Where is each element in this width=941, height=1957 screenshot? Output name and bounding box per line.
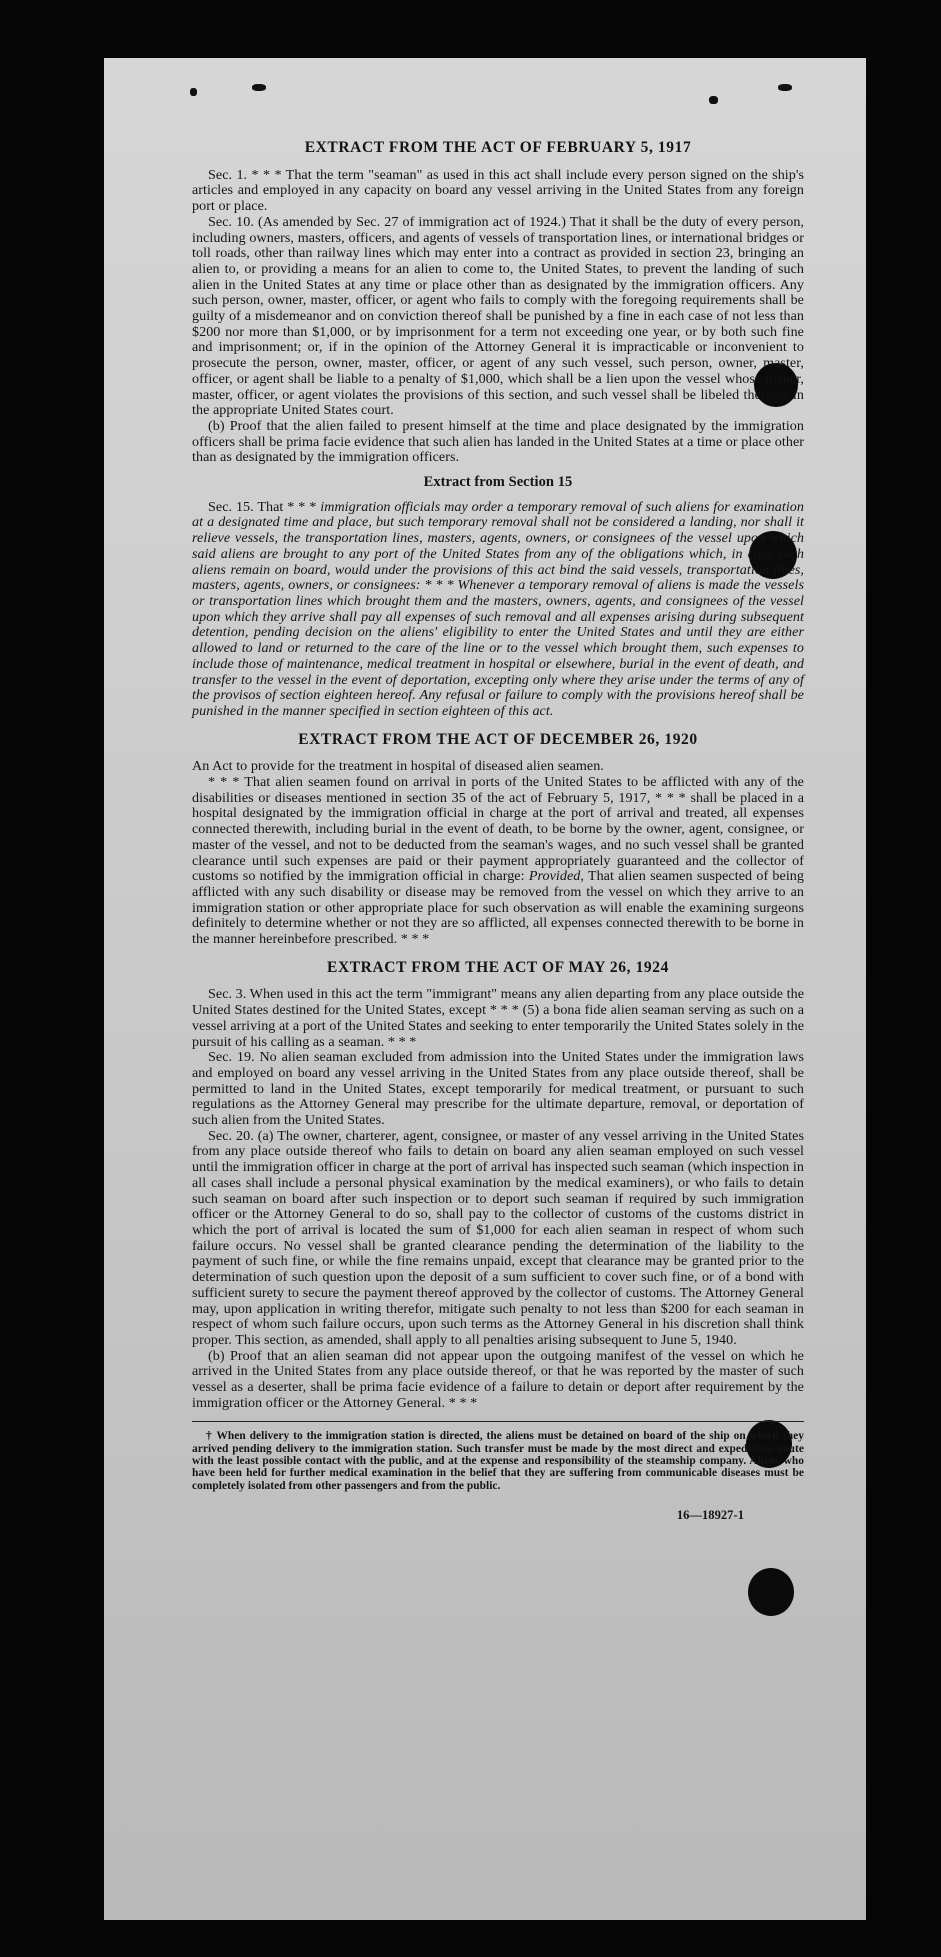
provided-word: Provided, (528, 868, 584, 885)
footnote: † When delivery to the immigration station is directed, the aliens must be detained on board of the ship on which they arrived pending delivery to the immigration station. Such transfer must be made by the most direct and expeditious route with the least possible contact with the public, and at the expense and responsibility of the steamship company. Aliens who have been held for further medical examination in the belief that they are suffering from communicable diseases must be completely isolated from other passengers and from the public. (192, 1430, 804, 1492)
form-number: 16—18927-1 (676, 1507, 744, 1522)
act-1920-text: * * * That alien seamen found on arrival in ports of the United States to be afflicted with any of the disabilities or diseases mentioned in section 35 of the act of February 5, 1917, * * * shall be placed in a hospital designated by the immigration official in charge at the port of arrival and treated, all expenses connected therewith, including burial in the event of death, to be borne by the owner, agent, consignee, or master of the vessel, and not to be deducted from the seaman's wages, and no such vessel shall be granted clearance until such expenses are paid or their payment appropriately guaranteed and the collector of customs so notified by the immigration official in charge: (192, 774, 804, 885)
sec-1-paragraph: Sec. 1. * * * That the term "seaman" as used in this act shall include every person signed on the ship's articles and employed in any capacity on board any vessel arriving in the United States from any foreign port or place. (192, 166, 804, 215)
sec-3-paragraph: Sec. 3. When used in this act the term "immigrant" means any alien departing from any place outside the United States destined for the United States, except * * * (5) a bona fide alien seaman serving as such on a vessel arriving at a port of the United States and seeking to enter temporarily the United States solely in the pursuit of his calling as a seaman. * * * (192, 986, 804, 1050)
sec-20-b-paragraph: (b) Proof that an alien seaman did not appear upon the outgoing manifest of the vessel on which he arrived in the United States from any place outside thereof, or that he was reported by the master of such vessel as a deserter, shall be prima facie evidence of a failure to detain or deport after requirement by the immigration officer or the Attorney General. * * * (192, 1347, 804, 1411)
act-1920-title: An Act to provide for the treatment in hospital of diseased alien seamen. (192, 758, 604, 775)
sec-10-b-paragraph: (b) Proof that the alien failed to present himself at the time and place designated by the immigration officers shall be prima facie evidence that such alien has landed in the United States at a time or place other than as designated by the immigration officers. (192, 417, 804, 466)
sec-19-paragraph: Sec. 19. No alien seaman excluded from admission into the United States under the immigration laws and employed on board any vessel arriving in the United States from any place outside thereof, shall be permitted to land in the United States, except temporarily for medical treatment, or pursuant to such regulations as the Attorney General may prescribe for the ultimate departure, removal, or deportation of such alien from the United States. (192, 1049, 804, 1129)
sec-20-paragraph: Sec. 20. (a) The owner, charterer, agent, consignee, or master of any vessel arriving in the United States from any place outside thereof who fails to detain on board any alien seaman employed on such vessel until the immigration officer in charge at the port of arrival has inspected such seaman (which inspection in all cases shall include a personal physical examination by the medical examiners), or who fails to detain such seaman on board after such inspection or to deport such seaman if required by such immigration officer or the Attorney General to do so, shall pay to the collector of customs of the customs district in which the port of arrival is located the sum of $1,000 for each alien seaman in respect of whom such failure occurs. No vessel shall be granted clearance pending the determination of the liability to the payment of such fine, or while the fine remains unpaid, except that clearance may be granted prior to the determination of such question upon the deposit of a sum sufficient to cover such fine, or of a bond with sufficient surety to secure the payment thereof approved by the collector of customs. The Attorney General may, upon application in writing therefor, mitigate such penalty to not less than $200 for each seaman in respect of whom such failure occurs, upon such terms as the Attorney General in his discretion shall think proper. This section, as amended, shall apply to all penalties arising subsequent to June 5, 1940. (192, 1127, 804, 1348)
heading-act-feb-1917: EXTRACT FROM THE ACT OF FEBRUARY 5, 1917 (304, 139, 692, 156)
ink-mark (190, 88, 197, 96)
ink-mark (252, 84, 266, 91)
sec-15-italic-text: immigration officials may order a temporary removal of such aliens for examination at a designated time and place, but such temporary removal shall not be considered a landing, nor shall it relieve vessels, the transportation lines, masters, agents, owners, or consignees of the vessel upon which said aliens are brought to any port of the United States from any of the obligations which, in case such aliens remain on board, would under the provisions of this act bind the said vessels, transportation lines, masters, agents, owners, or consignees: * * * Whenever a temporary removal of aliens is made the vessels or transportation lines which brought them and the masters, owners, agents, and consignees of the vessel upon which they arrive shall pay all expenses of such removal and all expenses arising during subsequent detention, pending decision on the aliens' eligibility to enter the United States and until they are either allowed to land or returned to the care of the line or to the vessel which brought them, such expenses to include those of maintenance, medical treatment in hospital or elsewhere, burial in the event of death, and transfer to the vessel in the event of deportation, excepting only where they arise under the terms of any of the provisos of section eighteen hereof. Any refusal or failure to comply with the provisions hereof shall be punished in the manner specified in section eighteen of this act. (192, 498, 805, 719)
sec-15-lead: Sec. 15. That * * * (208, 498, 321, 515)
heading-act-dec-1920: EXTRACT FROM THE ACT OF DECEMBER 26, 1920 (298, 730, 698, 748)
sec-10-paragraph: Sec. 10. (As amended by Sec. 27 of immigration act of 1924.) That it shall be the duty of every person, including owners, masters, officers, and agents of vessels of transportation lines, or international bridges or toll roads, other than railway lines which may enter into a contract as provided in section 23, bringing an alien to, or providing a means for an alien to come to, the United States, to prevent the landing of such alien in the United States at any time or place other than as designated by the immigration officers. Any such person, owner, master, officer, or agent who fails to comply with the foregoing requirements shall be guilty of a misdemeanor and on conviction thereof shall be punished by a fine in each case of not less than $200 nor more than $1,000, or by imprisonment for a term not exceeding one year, or by both such fine and imprisonment; or, if in the opinion of the Attorney General it is impracticable or inconvenient to prosecute the person, owner, master, officer, or agent of any such vessel, such person, owner, master, officer, or agent shall be liable to a penalty of $1,000, which shall be a lien upon the vessel whose owner, master, officer, or agent violates the provisions of this section, and such vessel shall be libeled therefor in the appropriate United States court. (192, 213, 804, 419)
ink-mark (709, 96, 718, 104)
document-sheet (104, 58, 866, 1920)
act-1920-paragraph (192, 775, 804, 948)
ink-mark (778, 84, 792, 91)
punch-hole (748, 1568, 794, 1616)
heading-act-may-1924: EXTRACT FROM THE ACT OF MAY 26, 1924 (327, 958, 669, 976)
heading-section-15: Extract from Section 15 (423, 474, 573, 491)
sec-15-paragraph (192, 500, 804, 720)
act-1920-text-cont: That alien seamen suspected of being afflicted with any such disability or disease may be removed from the vessel on which they arrive to an immigration station or other appropriate place for such observation as will enable the examining surgeons definitely to determine whether or not they are so afflicted, all expenses connected therewith to be borne in the manner hereinbefore prescribed. * * * (192, 868, 804, 948)
footnote-separator (192, 1421, 804, 1422)
document-body (192, 140, 804, 1524)
